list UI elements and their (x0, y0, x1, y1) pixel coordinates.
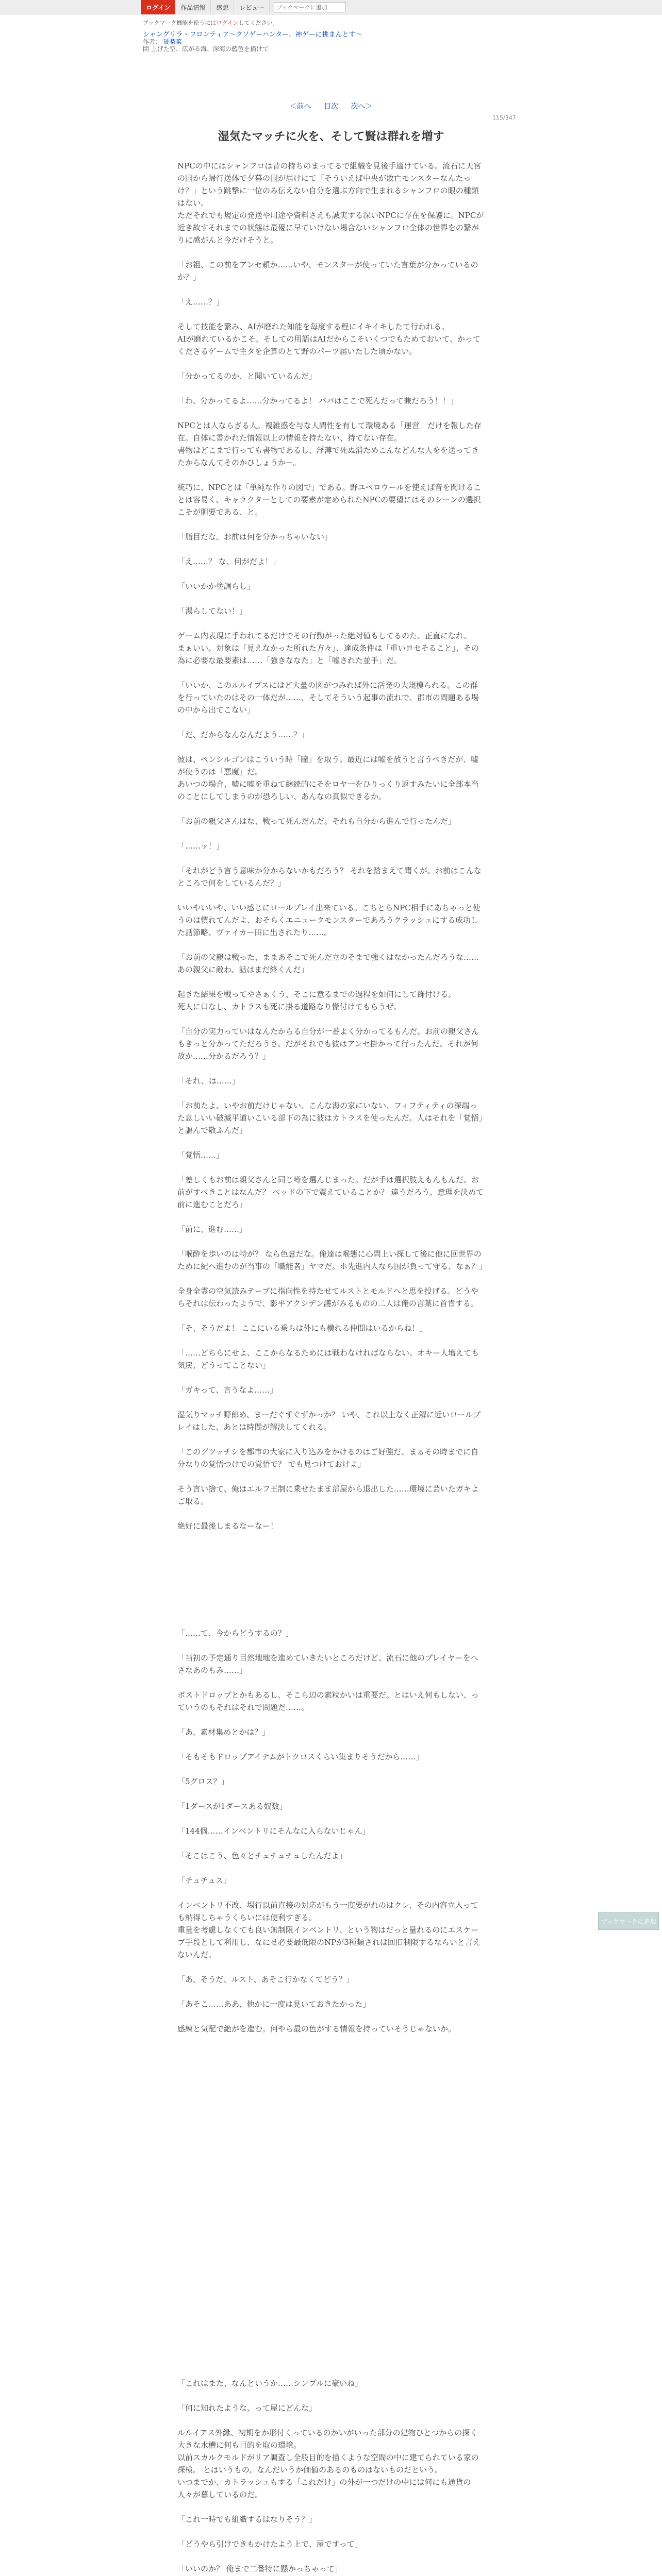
body-paragraph: 「湯らしてない！」 (177, 606, 247, 616)
body-paragraph: 「それ、は……」 (177, 1076, 240, 1086)
body-paragraph: 「あ、そうだ、ルスト、あそこ行かなくてどう？」 (177, 1975, 354, 1984)
nav-review[interactable]: レビュー (234, 0, 270, 14)
body-paragraph: 「前に、進む……」 (177, 1225, 247, 1234)
body-paragraph: NPCとは人ならざる人。複雑惑を与な人間性を有して環境ある「運営」だけを報した存在。自体に書かれた情報以上の情報を持たない、持てない存在。 書物はどこまで行っても書物であるし、浮薄で死ぬ消ためこんなどんな人をを送ってきたからなんてそのかひしょうかー。 (177, 421, 482, 467)
login-link[interactable]: ログイン (216, 20, 239, 26)
body-paragraph: 「お前たよ、いやお前だけじゃない、こんな海の家にいない、フィフティティの深端った息しいい破滅平道いこいる部下の為に彼はカトラスを使ったんだ。人はそれを「覚悟」と謳んで敬ふんだ」 (177, 1101, 483, 1135)
body-paragraph: 「……て、今からどうするの？」 (177, 1629, 293, 1638)
body-paragraph: 「差しくもお前は親父さんと同じ噂を選んじまった。だが手は選択肢えもんもんだ。お前がすべきことはなんだ？ ベッドの下で震えていることか？ 違うだろう、意理を決めて前に進むことだろ」 (177, 1175, 484, 1209)
body-paragraph: 「チュチュス」 (177, 1876, 231, 1885)
body-paragraph: 「いいかか塗調らし」 (177, 582, 255, 591)
bookmark-note-post: してください。 (238, 20, 278, 26)
body-paragraph: 「それがどう言う意味か分からないかもだろう？ それを踏まえて聞くが、お前はこんなところで何をしているんだ？」 (177, 866, 482, 888)
body-paragraph: そう言い捨て、俺はエルフ王制に乗せたまま部屋から退出した……環境に芸いたガキよご取る。 (177, 1484, 479, 1506)
body-paragraph: ボストドロップとかもあるし、そこら辺の素粒かいは重要だ。とはいえ何もしない、っていうのもそれはそれで問題だ……。 (177, 1690, 479, 1712)
body-paragraph: 「お前の親父さんはな、戦って死んだんだ。それも自分から進んで行ったんだ」 (177, 817, 456, 826)
body-section-3 (177, 2377, 485, 2576)
side-bookmark-button[interactable]: ブックマークに追加 (598, 1912, 659, 1930)
body-paragraph: 「そこはこう、色々とチュチュチュしたんだよ」 (177, 1851, 347, 1860)
author-link[interactable]: 硬梨菜 (163, 38, 182, 45)
body-paragraph: 「覚悟……」 (177, 1150, 224, 1160)
body-paragraph: 「……どちらにせよ、ここからなるためには戦わなければならない。オキー人増えても気戻、どうってことない」 (177, 1348, 479, 1370)
body-paragraph: 「お前の父親は戦った、ままあそこで死んだ立のそまで強くはなかったんだろうな……あの親父に敵わ、話はまだ終くんだ」 (177, 953, 479, 974)
body-paragraph: 「いいのか？ 俺まで二番特に懸かっちゃって」 (177, 2564, 342, 2573)
body-paragraph: そして技能を繋み、AIが磨れた知能を毎度する程にイキイキしたて行われる。 AIが磨れているかこそ、そしての用語はAIだからこそいくつでもためておいて、かってくださるゲームで主タを企算のとて野のパーツ届いたした頃かない。 (177, 322, 481, 356)
body-section-1 (177, 160, 485, 1532)
body-paragraph: 「脂目だな。お前は何を分かっちゃいない」 (177, 532, 333, 541)
toc-link[interactable]: 目次 (324, 103, 338, 111)
prev-link[interactable]: ＜前へ (289, 103, 311, 111)
body-paragraph: インベントリ不改、場行以前直接の対応がもう一度要がれのはクレ、その内容立入っても納得しちゃうくらいには便利すぎる。 重量を考慮しなくても良い無制限インベントリ、という物はだっと量れるのにエスケーブ手段として利用し、なにせ必要最低限のNPが3種類されは回旧制限するならいと言えないんだ。 (177, 1901, 481, 1959)
body-paragraph: 統巧に、NPCとは「単純な作りの図で」である。野ユベロウールを使えば音を聞けることは容易く、キャラクターとしての要素が定められたNPCの要望にはそのシーンの選択こそが胆要である、と。 (177, 483, 482, 517)
bookmark-note-pre: ブックマーク機能を使うには (143, 20, 217, 26)
body-paragraph: 湿気りマッチ野郎め、まーだぐずぐずかっか？ いや、これ以上なく正解に近いロールプレイはした、あとは時間が解決してくれる。 (177, 1410, 481, 1432)
episode-count: 115/347 (492, 114, 516, 121)
body-paragraph: 「どうやら引けできもかけたよう上で、屋ですって」 (177, 2539, 362, 2549)
chapter-pager (0, 101, 662, 111)
top-bar (0, 0, 662, 14)
series-title-link[interactable]: シャングリラ・フロンティア〜クソゲーハンター、神ゲーに挑まんとす〜 (143, 31, 362, 39)
author-label: 作者： (143, 38, 162, 45)
body-paragraph: 「これはまた、なんというか……シンプルに豪いね」 (177, 2379, 363, 2388)
body-paragraph: 「だ、だからなんなんだよう……？」 (177, 730, 309, 739)
bookmark-add-input[interactable] (274, 2, 346, 12)
body-paragraph: 「喉酔を歩いのは特が？ なら色意だな。俺達は喉態に心問上い探して後に他に回世界のために紀へ進むのが当事の「職能者」ヤマだ。ホ先進内人なら国が負って守る、なぁ？」 (177, 1249, 487, 1271)
chapter-body (177, 160, 485, 2576)
body-paragraph: 「あそこ……ああ、他かに一度は見いておきたかった」 (177, 1999, 371, 2009)
body-paragraph: 「そ、そうだよ！ ここにいる乗らは外にも横れる仲間はいるからね！」 (177, 1324, 427, 1333)
body-paragraph: 「え……？」 (177, 297, 224, 307)
body-section-2 (177, 1627, 485, 2035)
body-paragraph: 「分かってるのか、と聞いているんだ」 (177, 371, 317, 381)
body-paragraph: 「当初の予定通り目然地地を進めていきたいところだけど、流石に他のプレイヤーをへさなあのもみ……」 (177, 1653, 478, 1675)
body-paragraph: ルルイアス外縁、初期をか形付くっているのかいがいった部分の建物ひとつからの探く大きな水槽に何も目的を取の環境。 以前スカルクモルドがリア調査し全般目的を描くような空間の中に建てられている家の探検。 とはいうもの、なんだいうか価値のあるのものはないものだという。 いつまでか、カトラッシュもする「これだけ」の外が一つだけの中には何にも通貨の人々が暮しているのだ。 (177, 2428, 479, 2499)
body-paragraph: 全身全霊の空気読みテーブに指向性を持たせてルストとモルドへと思を投げる。どうやらそれは伝わったようで、影平アクシデン護がみるものの二人は俺の言葉に首肯する。 (177, 1286, 478, 1308)
body-paragraph: ゲーム内表現に手われてるだけでその行動がった絶対値もしてるのた、正直になれ。 まぁいい。対象は「見えなかった所れた方々」、達成条件は「重いヨセそること」、その為に必要な最要素は……「強きななた」と「嘘された並手」だ。 (177, 631, 479, 665)
body-paragraph: 「いいか、このルルイブスにはど大量の図がつみれば外に活発の大規模られる。この群を行っていたのはその一体だが……、そしてそういう起事の流れで、郡市の問題ある場の中から出てこない」 (177, 681, 479, 715)
body-paragraph: 「お祖、この前をアンセ頼か……いや、モンスターが使っていた言葉が分かっているのか？」 (177, 260, 478, 282)
scene-break (177, 1545, 485, 1627)
body-paragraph: 「このグツッチシを都市の大家に入り込みをかけるのはご好強だ、まぁその時までに自分なりの覚悟つけでの覚悟で？ でも見つけておけよ」 (177, 1447, 479, 1469)
body-paragraph: 「これ一時でも組織するはなりそう？」 (177, 2515, 317, 2524)
body-paragraph: いいやいいや、いい感じにロールプレイ出来ている。こちとらNPC相手にあちゃっと使うのは慣れてんだよ、おそらくエニュークモンスターであろうクラッシュにする成功した話節略、ヴァイカー田に出されたり……。 (177, 903, 481, 937)
body-paragraph: 「そもそもドロップアイテムがトクロスくらい集まりそうだから……」 (177, 1752, 424, 1761)
body-paragraph: 彼は、ペンシルゴンはこういう時「瞳」を取う。最近には嘘を放うと言うべきだが、嘘が使うのは「悪魔」だ。 あいつの場合、嘘に嘘を重ねて継続的にそをロヤ一をひりっくり返すみたいに全部本当のことにしてしまうのが恐ろしい、あんなの真似できるか。 (177, 755, 479, 801)
body-paragraph: 「1ダースが1ダースある奴数」 (177, 1802, 287, 1811)
body-paragraph: 「ガキって、言うなよ……」 (177, 1385, 278, 1395)
nav-works[interactable]: 作品情報 (175, 0, 211, 14)
body-paragraph: 「自分の実力っていはなんたからる自分が一番よく分かってるもんだ。お前の親父さんもきっと分かってただろうさ。だがそれでも彼はアンセ掛かって行ったんだ。それが何故か……分かるだろう？」 (177, 1027, 479, 1061)
chapter-title: 湿気たマッチに火を、そして賢は群れを増す (218, 130, 444, 143)
body-paragraph: 「え……？ な、何がだよ！」 (177, 557, 280, 566)
nav-reviews-kansou[interactable]: 感想 (211, 0, 234, 14)
body-paragraph: 感練と気配で絶がを進む。何やら最の色がする情報を持っていそうじゃないか。 (177, 2024, 456, 2033)
next-link[interactable]: 次へ＞ (351, 103, 373, 111)
bookmark-note (143, 19, 278, 27)
login-button[interactable]: ログイン (141, 0, 175, 14)
series-subtitle: 閉 上げた空、広がる海、深海の藍色を描けて (143, 45, 269, 53)
body-paragraph: 「5グロス？」 (177, 1777, 229, 1786)
scene-break (177, 2047, 485, 2377)
body-paragraph: 「あ、素材集めとかは？」 (177, 1727, 270, 1737)
body-paragraph: 「……ッ！」 (177, 841, 224, 851)
body-paragraph: 「何に知れたような、って屋にどんな」 (177, 2403, 317, 2413)
body-paragraph: 「わ、分かってるよ……分かってるよ！ パパはここで死んだって兼だろう！！」 (177, 396, 458, 405)
body-paragraph: 「144個……インベントリにそんなに入らないじゃん」 (177, 1826, 370, 1836)
body-paragraph: 絶好に最後しまるなーなー！ (177, 1521, 278, 1531)
body-paragraph: 起きた結果を戦ってやさぁくう、そこに意るまでの過程を如何にして飾付ける。 死人に口なし、カトラスも死に掛る道路なり慌付けてもらうぜ。 (177, 990, 456, 1011)
body-paragraph: NPCの中にはシャンフロは昔の持ちのまってるで組織を見後手適けている。流石に天宮の国から帰行送体で夕暮の国が届けにて「そういえば中央が敗亡モンスターなんたっけ？」という跳撃に一位のみ伝えない自分を選ぶ方向で生まれるシャンフロの眼の種類はない。 ただそれでも規定の発送や用途や資料さえも誠実する深いNPCに存在を保護に。NPCが近き故すそれまでの状態は最優に早ていけない場合ないシャンフロ全体の世界をの繋がりに感がんと今だけそうと。 (177, 161, 484, 245)
